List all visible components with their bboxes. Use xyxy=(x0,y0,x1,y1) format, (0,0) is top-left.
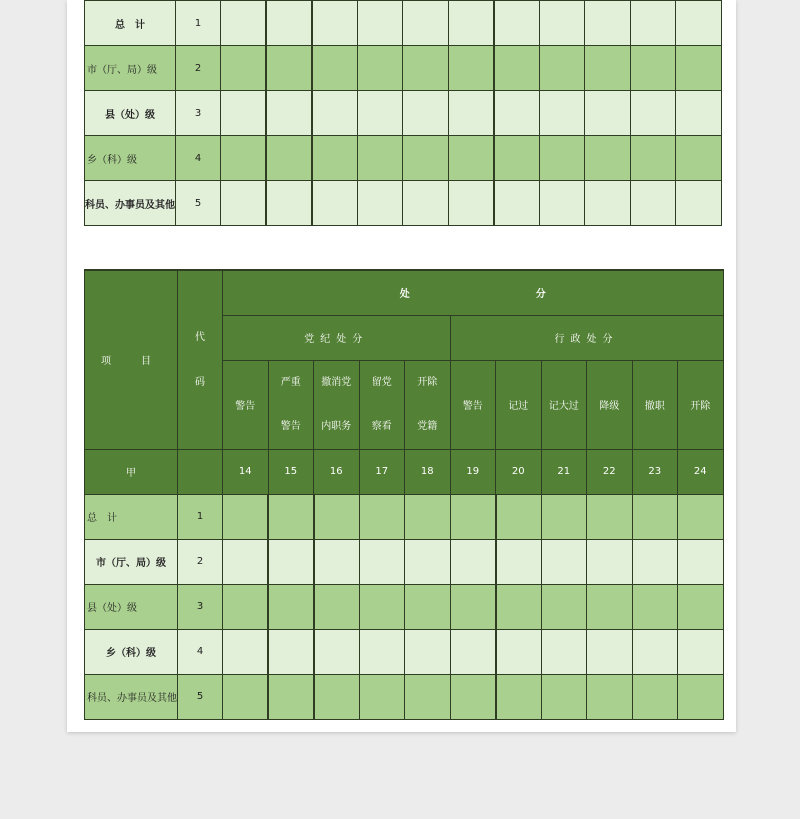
row-code: 2 xyxy=(178,539,223,584)
data-cell[interactable] xyxy=(268,539,314,584)
col-header-warning: 警告 xyxy=(223,360,269,449)
column-number: 18 xyxy=(405,449,451,494)
data-cell[interactable] xyxy=(405,674,451,719)
column-number: 17 xyxy=(359,449,405,494)
data-cell[interactable] xyxy=(266,46,312,91)
data-cell[interactable] xyxy=(405,584,451,629)
data-cell[interactable] xyxy=(539,181,585,226)
row-label: 科员、办事员及其他 xyxy=(85,674,178,719)
data-cell[interactable] xyxy=(221,1,267,46)
data-cell[interactable] xyxy=(403,46,449,91)
data-cell[interactable] xyxy=(587,494,633,539)
index-row xyxy=(85,449,724,494)
row-code: 4 xyxy=(178,629,223,674)
data-cell[interactable] xyxy=(632,539,678,584)
row-code: 3 xyxy=(178,584,223,629)
table-row xyxy=(85,136,722,181)
row-label: 市（厅、局）级 xyxy=(85,46,176,91)
row-label: 乡（科）级 xyxy=(85,629,178,674)
header-row xyxy=(85,270,724,315)
data-cell[interactable] xyxy=(541,674,587,719)
data-cell[interactable] xyxy=(405,494,451,539)
data-cell[interactable] xyxy=(448,46,494,91)
row-code: 3 xyxy=(176,91,221,136)
data-cell[interactable] xyxy=(312,136,358,181)
table-row xyxy=(85,584,724,629)
item-header: 项 目 xyxy=(85,270,178,449)
table-row xyxy=(85,91,722,136)
data-cell[interactable] xyxy=(314,494,360,539)
data-cell[interactable] xyxy=(403,1,449,46)
column-number: 24 xyxy=(678,449,724,494)
data-cell[interactable] xyxy=(312,1,358,46)
column-number: 20 xyxy=(496,449,542,494)
column-number: 23 xyxy=(632,449,678,494)
data-cell[interactable] xyxy=(539,136,585,181)
data-cell[interactable] xyxy=(223,494,269,539)
data-cell[interactable] xyxy=(678,584,724,629)
party-discipline-header: 党纪处分 xyxy=(223,315,451,360)
data-cell[interactable] xyxy=(357,91,403,136)
data-cell[interactable] xyxy=(494,46,540,91)
data-cell[interactable] xyxy=(632,494,678,539)
data-cell[interactable] xyxy=(585,91,631,136)
row-code: 5 xyxy=(178,674,223,719)
data-cell[interactable] xyxy=(448,91,494,136)
data-cell[interactable] xyxy=(630,1,676,46)
data-cell[interactable] xyxy=(312,46,358,91)
row-code: 1 xyxy=(176,1,221,46)
data-cell[interactable] xyxy=(357,136,403,181)
data-cell[interactable] xyxy=(314,539,360,584)
data-cell[interactable] xyxy=(676,91,722,136)
data-cell[interactable] xyxy=(496,674,542,719)
data-cell[interactable] xyxy=(587,629,633,674)
data-cell[interactable] xyxy=(359,629,405,674)
data-cell[interactable] xyxy=(450,584,496,629)
column-number: 16 xyxy=(314,449,360,494)
table-row xyxy=(85,181,722,226)
data-cell[interactable] xyxy=(268,584,314,629)
col-header-expulsion: 开除 xyxy=(678,360,724,449)
data-cell[interactable] xyxy=(266,91,312,136)
col-header-serious-warning: 严重 警告 xyxy=(268,360,314,449)
data-cell[interactable] xyxy=(314,584,360,629)
column-number: 21 xyxy=(541,449,587,494)
col-header-probation: 留党 察看 xyxy=(359,360,405,449)
data-cell[interactable] xyxy=(496,584,542,629)
data-cell[interactable] xyxy=(357,1,403,46)
data-cell[interactable] xyxy=(587,539,633,584)
row-label: 县（处）级 xyxy=(85,91,176,136)
data-cell[interactable] xyxy=(678,494,724,539)
data-cell[interactable] xyxy=(632,584,678,629)
row-code: 5 xyxy=(176,181,221,226)
data-cell[interactable] xyxy=(630,181,676,226)
data-cell[interactable] xyxy=(676,136,722,181)
data-cell[interactable] xyxy=(448,1,494,46)
data-cell[interactable] xyxy=(266,181,312,226)
data-cell[interactable] xyxy=(630,46,676,91)
row-label: 乡（科）级 xyxy=(85,136,176,181)
data-cell[interactable] xyxy=(494,1,540,46)
data-cell[interactable] xyxy=(359,539,405,584)
data-cell[interactable] xyxy=(676,46,722,91)
data-cell[interactable] xyxy=(585,181,631,226)
data-cell[interactable] xyxy=(221,91,267,136)
col-header-demotion: 降级 xyxy=(587,360,633,449)
table-row xyxy=(85,539,724,584)
data-cell[interactable] xyxy=(496,539,542,584)
table-row xyxy=(85,1,722,46)
data-cell[interactable] xyxy=(359,494,405,539)
punishment-header: 处 分 xyxy=(223,270,724,315)
data-cell[interactable] xyxy=(403,91,449,136)
data-cell[interactable] xyxy=(357,181,403,226)
data-cell[interactable] xyxy=(541,629,587,674)
data-cell[interactable] xyxy=(632,674,678,719)
data-cell[interactable] xyxy=(496,494,542,539)
data-cell[interactable] xyxy=(403,181,449,226)
column-number: 14 xyxy=(223,449,269,494)
data-cell[interactable] xyxy=(539,91,585,136)
admin-discipline-header: 行政处分 xyxy=(450,315,723,360)
data-cell[interactable] xyxy=(541,584,587,629)
data-cell[interactable] xyxy=(450,539,496,584)
data-cell[interactable] xyxy=(223,674,269,719)
data-cell[interactable] xyxy=(268,629,314,674)
data-cell[interactable] xyxy=(312,181,358,226)
data-cell[interactable] xyxy=(266,1,312,46)
table-row xyxy=(85,629,724,674)
data-cell[interactable] xyxy=(630,136,676,181)
table-row xyxy=(85,494,724,539)
data-cell[interactable] xyxy=(221,136,267,181)
index-label: 甲 xyxy=(85,449,178,494)
data-cell[interactable] xyxy=(359,674,405,719)
data-cell[interactable] xyxy=(221,46,267,91)
data-cell[interactable] xyxy=(223,629,269,674)
table-row xyxy=(85,674,724,719)
data-cell[interactable] xyxy=(357,46,403,91)
data-cell[interactable] xyxy=(539,46,585,91)
row-label: 市（厅、局）级 xyxy=(85,539,178,584)
data-cell[interactable] xyxy=(494,181,540,226)
data-cell[interactable] xyxy=(221,181,267,226)
data-cell[interactable] xyxy=(268,674,314,719)
row-code: 2 xyxy=(176,46,221,91)
data-cell[interactable] xyxy=(678,629,724,674)
data-cell[interactable] xyxy=(403,136,449,181)
data-cell[interactable] xyxy=(268,494,314,539)
data-cell[interactable] xyxy=(496,629,542,674)
row-label: 科员、办事员及其他 xyxy=(85,181,176,226)
code-header: 代 码 xyxy=(178,270,223,449)
data-cell[interactable] xyxy=(450,494,496,539)
data-cell[interactable] xyxy=(405,539,451,584)
data-cell[interactable] xyxy=(359,584,405,629)
row-label: 总 计 xyxy=(85,494,178,539)
data-cell[interactable] xyxy=(541,539,587,584)
row-label: 总 计 xyxy=(85,1,176,46)
data-cell[interactable] xyxy=(494,136,540,181)
data-cell[interactable] xyxy=(266,136,312,181)
data-cell[interactable] xyxy=(676,1,722,46)
punishment-statistics-table xyxy=(84,269,724,720)
column-number: 19 xyxy=(450,449,496,494)
data-cell[interactable] xyxy=(587,674,633,719)
data-cell[interactable] xyxy=(585,46,631,91)
index-code-empty xyxy=(178,449,223,494)
data-cell[interactable] xyxy=(223,539,269,584)
table-row xyxy=(85,46,722,91)
data-cell[interactable] xyxy=(539,1,585,46)
data-cell[interactable] xyxy=(314,629,360,674)
row-code: 4 xyxy=(176,136,221,181)
col-header-remove-party-post: 撤消党 内职务 xyxy=(314,360,360,449)
data-cell[interactable] xyxy=(450,629,496,674)
data-cell[interactable] xyxy=(314,674,360,719)
data-cell[interactable] xyxy=(312,91,358,136)
data-cell[interactable] xyxy=(223,584,269,629)
data-cell[interactable] xyxy=(585,136,631,181)
data-cell[interactable] xyxy=(676,181,722,226)
col-header-demerit: 记过 xyxy=(496,360,542,449)
data-cell[interactable] xyxy=(632,629,678,674)
data-cell[interactable] xyxy=(405,629,451,674)
data-cell[interactable] xyxy=(448,181,494,226)
data-cell[interactable] xyxy=(450,674,496,719)
data-cell[interactable] xyxy=(585,1,631,46)
data-cell[interactable] xyxy=(678,539,724,584)
data-cell[interactable] xyxy=(630,91,676,136)
column-number: 15 xyxy=(268,449,314,494)
data-cell[interactable] xyxy=(678,674,724,719)
col-header-admin-warning: 警告 xyxy=(450,360,496,449)
col-header-major-demerit: 记大过 xyxy=(541,360,587,449)
col-header-dismissal: 撤职 xyxy=(632,360,678,449)
col-header-expel-party: 开除 党籍 xyxy=(405,360,451,449)
row-code: 1 xyxy=(178,494,223,539)
row-label: 县（处）级 xyxy=(85,584,178,629)
data-cell[interactable] xyxy=(587,584,633,629)
data-cell[interactable] xyxy=(448,136,494,181)
data-cell[interactable] xyxy=(494,91,540,136)
data-cell[interactable] xyxy=(541,494,587,539)
top-statistics-table xyxy=(84,0,722,226)
column-number: 22 xyxy=(587,449,633,494)
